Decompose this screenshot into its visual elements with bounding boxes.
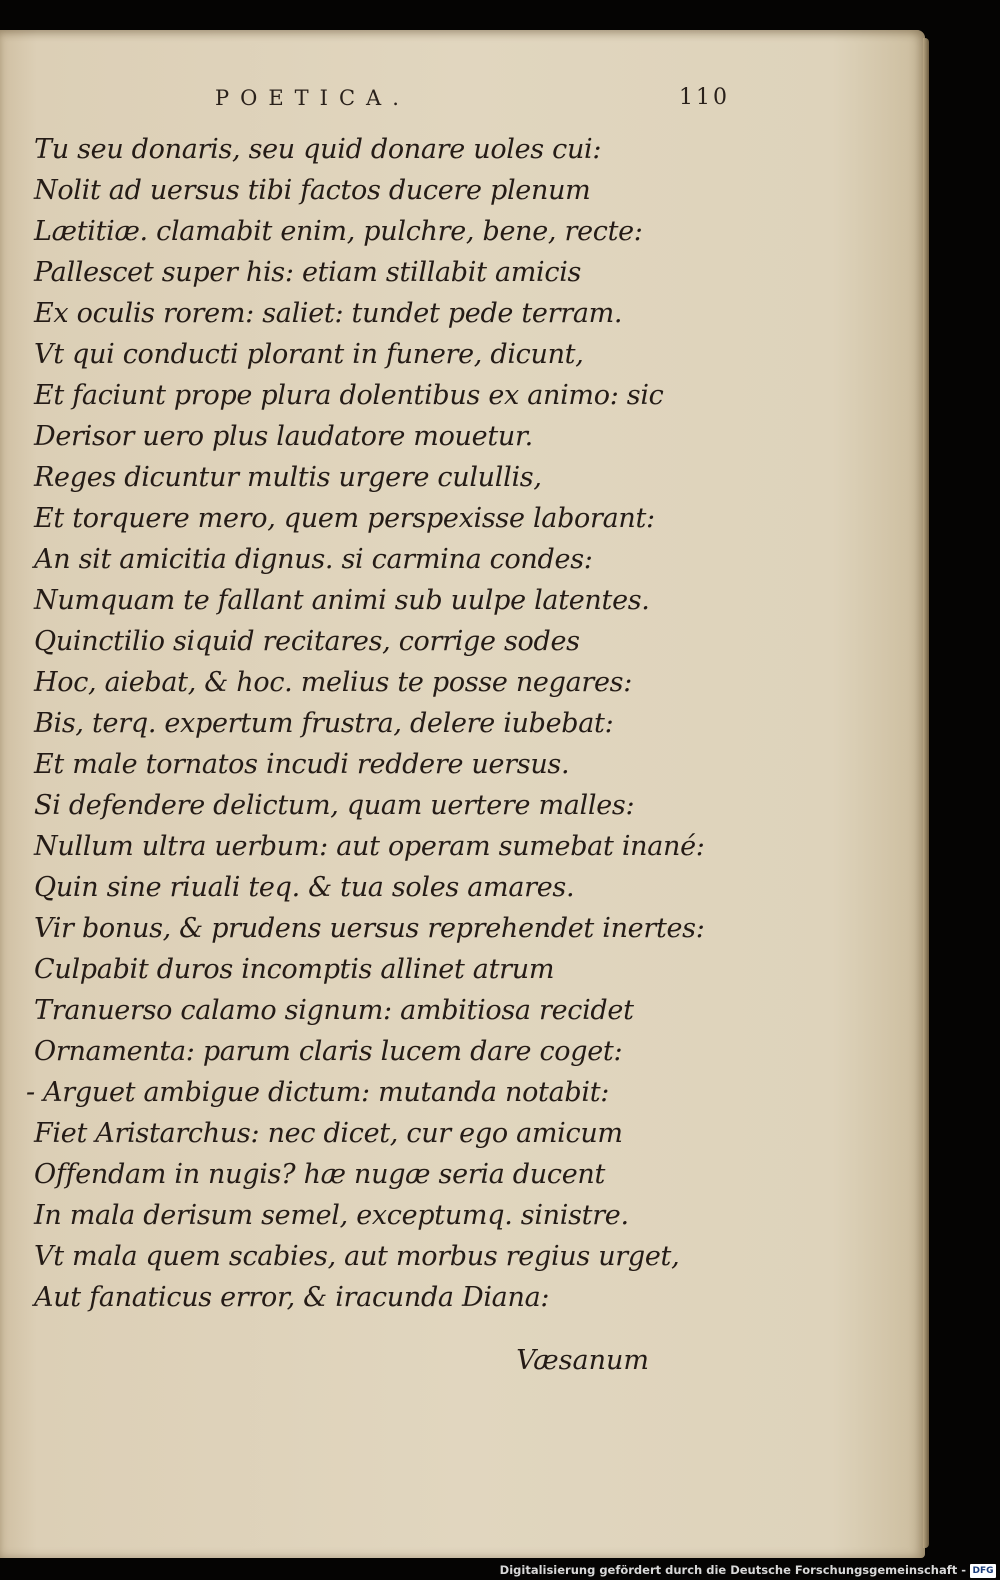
verse-line: Culpabit duros incomptis allinet atrum	[34, 954, 555, 985]
verse-line: Vt qui conducti plorant in funere, dicunt,	[34, 339, 584, 370]
verse-line: Et torquere mero, quem perspexisse laborant:	[34, 503, 655, 534]
verse-line: Nullum ultra uerbum: aut operam sumebat inané:	[34, 831, 705, 862]
verse-line: - Arguet ambigue dictum: mutanda notabit:	[26, 1077, 610, 1108]
verse-line: Derisor uero plus laudatore mouetur.	[34, 421, 533, 452]
verse-line: An sit amicitia dignus. si carmina condes:	[34, 544, 593, 575]
verse-line: Vir bonus, & prudens uersus reprehendet inertes:	[34, 913, 705, 944]
verse-line: Ex oculis rorem: saliet: tundet pede terram.	[34, 298, 623, 329]
catchword: Væsanum	[516, 1345, 649, 1376]
verse-line: Vt mala quem scabies, aut morbus regius urget,	[34, 1241, 680, 1272]
verse-line: Hoc, aiebat, & hoc. melius te posse negares:	[34, 667, 633, 698]
page-number: 110	[679, 85, 730, 110]
book-page	[0, 30, 925, 1558]
verse-line: Fiet Aristarchus: nec dicet, cur ego amicum	[34, 1118, 623, 1149]
page-edge	[923, 38, 929, 1548]
verse-line: Nolit ad uersus tibi factos ducere plenum	[34, 175, 591, 206]
verse-line: Ornamenta: parum claris lucem dare coget:	[34, 1036, 623, 1067]
verse-line: Quin sine riuali teq. & tua soles amares.	[34, 872, 575, 903]
verse-line: Aut fanaticus error, & iracunda Diana:	[34, 1282, 550, 1313]
verse-line: In mala derisum semel, exceptumq. sinistre.	[34, 1200, 629, 1231]
verse-line: Reges dicuntur multis urgere culullis,	[34, 462, 542, 493]
verse-line: Si defendere delictum, quam uertere malles:	[34, 790, 635, 821]
verse-text	[26, 129, 754, 1318]
verse-line: Tu seu donaris, seu quid donare uoles cui:	[34, 134, 602, 165]
verse-line: Offendam in nugis? hæ nugæ seria ducent	[34, 1159, 606, 1190]
verse-line: Tranuerso calamo signum: ambitiosa recidet	[34, 995, 634, 1026]
verse-line: Quinctilio siquid recitares, corrige sodes	[34, 626, 580, 657]
verse-line: Et male tornatos incudi reddere uersus.	[34, 749, 570, 780]
verse-line: Et faciunt prope plura dolentibus ex animo: sic	[34, 380, 664, 411]
verse-line: Numquam te fallant animi sub uulpe latentes.	[34, 585, 650, 616]
dfg-logo-icon: DFG	[970, 1564, 996, 1578]
funding-credit: Digitalisierung gefördert durch die Deutsche Forschungsgemeinschaft -	[499, 1563, 966, 1577]
verse-line: Bis, terq. expertum frustra, delere iubebat:	[34, 708, 614, 739]
running-head	[0, 86, 740, 126]
running-head-title: POETICA.	[215, 86, 410, 110]
verse-line: Lætitiæ. clamabit enim, pulchre, bene, recte:	[34, 216, 643, 247]
verse-line: Pallescet super his: etiam stillabit amicis	[34, 257, 582, 288]
